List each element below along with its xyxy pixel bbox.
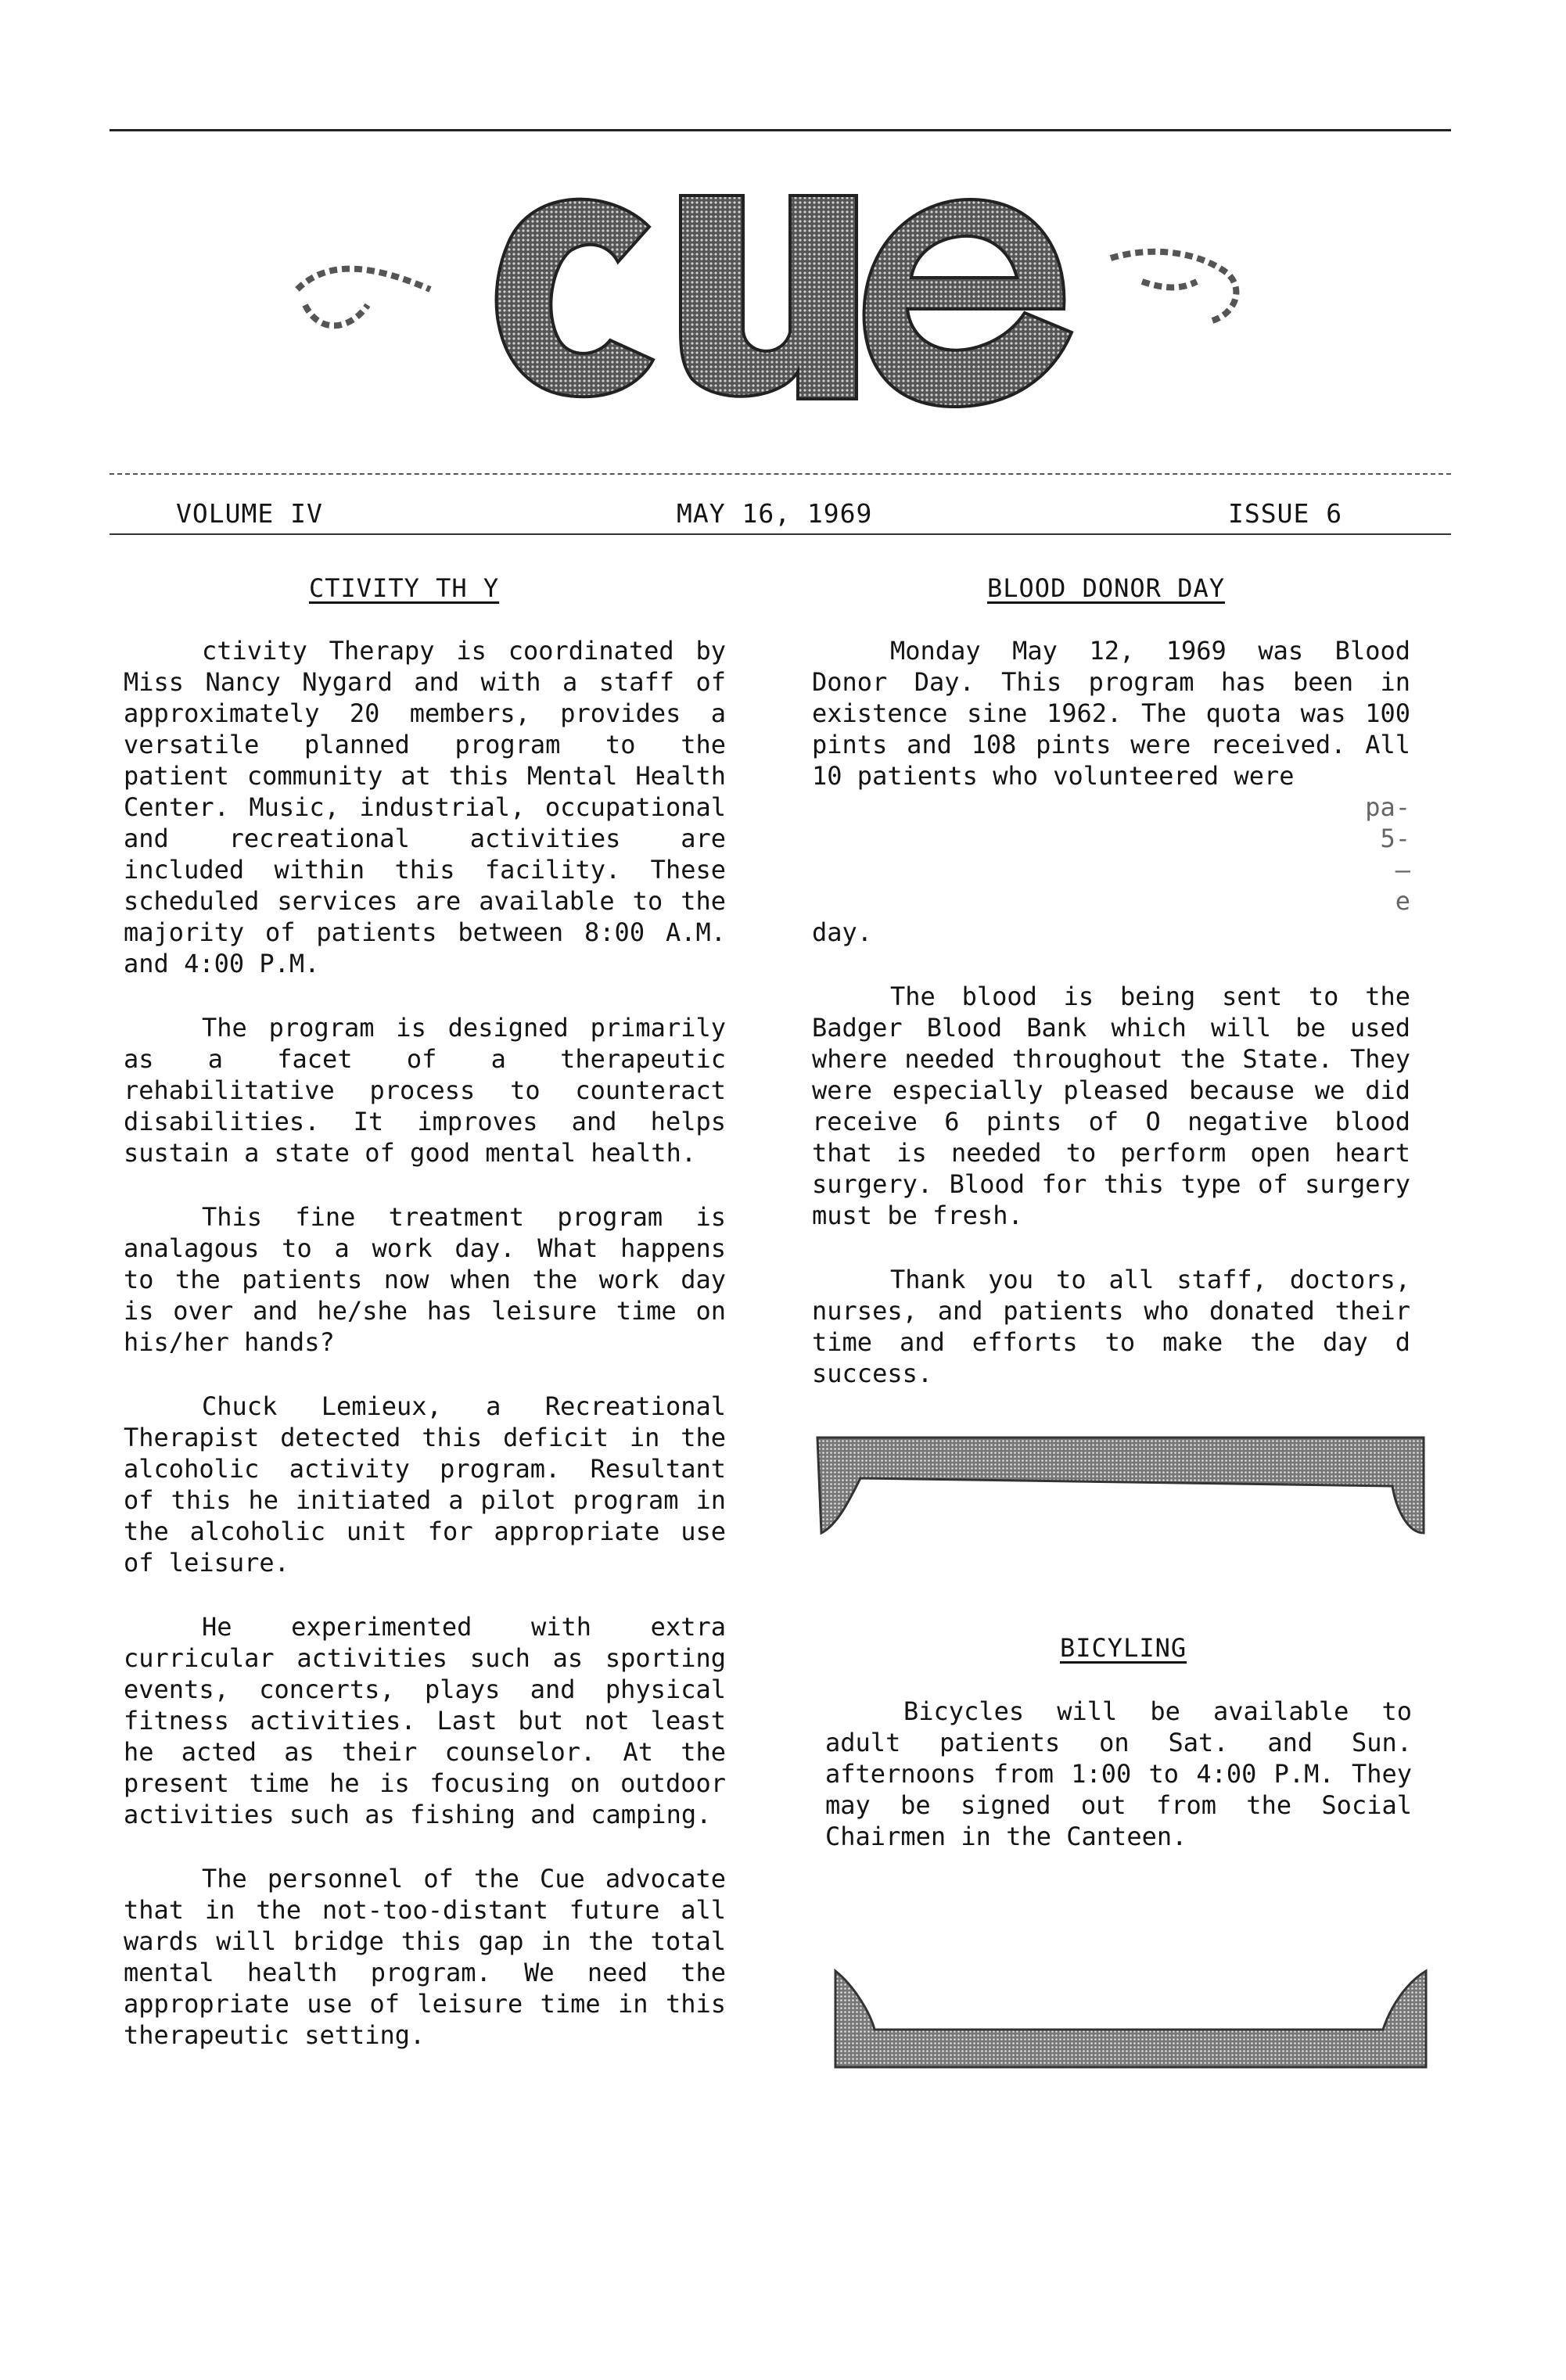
left-column: [124, 635, 726, 2084]
article-paragraph: He experimented with extra curricular activities such as sporting events, concerts, plays and physical fitness activities. Last but not least he acted as their counselor. At the present time he is focusing on outdoor activities such as fishing and camping.: [124, 1612, 726, 1829]
article-paragraph: day.: [812, 917, 873, 947]
logo-rule-upper: [110, 473, 1451, 475]
cue-logo: [282, 172, 1298, 446]
activity-therapy-headline: CTIVITY TH Y: [309, 573, 500, 603]
top-rule: [110, 129, 1451, 131]
bicycling-headline: BICYLING: [1060, 1633, 1187, 1663]
article-paragraph: This fine treatment program is analagous to a work day. What happens to the patients now when the work day is over and he/she has leisure time on his/her hands?: [124, 1202, 726, 1357]
bicycling-article: [825, 1696, 1412, 1885]
right-column: [812, 635, 1410, 1422]
issue-date: MAY 16, 1969: [677, 498, 873, 529]
article-paragraph: The blood is being sent to the Badger Blood Bank which will be used where needed throughout the State. They were especially pleased because we did receive 6 pints of O negative blood that is needed to perform open heart surgery. Blood for this type of surgery must be fresh.: [812, 982, 1410, 1230]
faded-text-fragment: pa- 5- — e: [1365, 792, 1410, 916]
issue-number: ISSUE 6: [1228, 498, 1343, 529]
blood-donor-headline: BLOOD DONOR DAY: [987, 573, 1225, 603]
article-paragraph: Thank you to all staff, doctors, nurses, and patients who donated their time and efforts to make the day d success.: [812, 1265, 1410, 1388]
article-paragraph: Monday May 12, 1969 was Blood Donor Day. This program has been in existence sine 1962. The quota was 100 pints and 108 pints were received. All 10 patients who volunteered were: [812, 636, 1410, 791]
decorative-divider-bar: [828, 1967, 1430, 2069]
article-paragraph: Chuck Lemieux, a Recreational Therapist detected this deficit in the alcoholic activity program. Resultant of this he initiated a pilot program in the alcoholic unit for appropriate use of leisure.: [124, 1391, 726, 1578]
article-paragraph: The personnel of the Cue advocate that in the not-too-distant future all wards will bridge this gap in the total mental health program. We need the appropriate use of leisure time in this therapeutic setting.: [124, 1864, 726, 2050]
logo-rule-lower: [110, 533, 1451, 535]
decorative-divider-bar: [814, 1431, 1431, 1541]
article-paragraph: The program is designed primarily as a facet of a therapeutic rehabilitative process to counteract disabilities. It improves and helps sustain a state of good mental health.: [124, 1013, 726, 1168]
article-paragraph: Bicycles will be available to adult patients on Sat. and Sun. afternoons from 1:00 to 4:00 P.M. They may be signed out from the Social Chairmen in the Canteen.: [825, 1696, 1412, 1851]
volume-label: VOLUME IV: [176, 498, 323, 529]
article-paragraph: ctivity Therapy is coordinated by Miss Nancy Nygard and with a staff of approximately 20 members, provides a versatile planned program to the patient community at this Mental Health Center. Music, industrial, occupational and recreational activities are included within this facility. These scheduled services are available to the majority of patients between 8:00 A.M. and 4:00 P.M.: [124, 636, 726, 978]
